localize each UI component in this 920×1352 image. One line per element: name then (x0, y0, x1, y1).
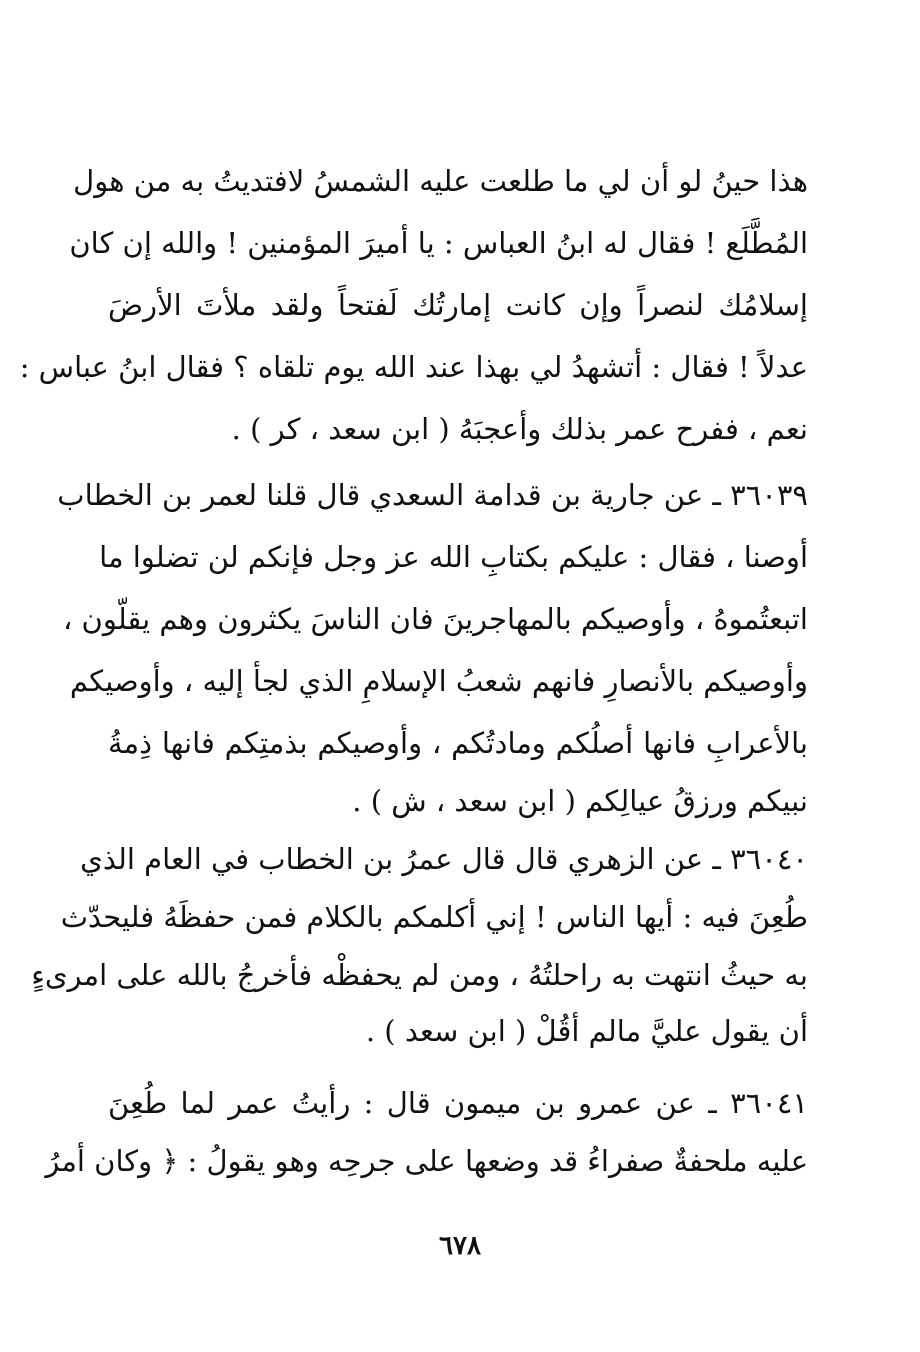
hadith-first-line: ٣٦٠٣٩ ـ عن جارية بن قدامة السعدي قال قلنا لعمر بن الخطاب (57, 478, 808, 512)
text-line: عدلاً ! فقال : أتشهدُ لي بهذا عند الله يوم تلقاه ؟ فقال ابنُ عباس : (19, 350, 808, 384)
text-line: طُعِنَ فيه : أيها الناس ! إني أكلمكم بالكلام فمن حفظَهُ فليحدّث (60, 900, 808, 934)
text-line: نبيكم ورزقُ عيالِكم ( ابن سعد ، ش ) . (352, 784, 808, 818)
text-line: هذا حينُ لو أن لي ما طلعت عليه الشمسُ لافتديتُ به من هول (73, 164, 808, 198)
text-line: أوصنا ، فقال : عليكم بكتابِ الله عز وجل فإنكم لن تضلوا ما (99, 540, 808, 574)
hadith-first-line: ٣٦٠٤١ ـ عن عمرو بن ميمون قال : رأيتُ عمر لما طُعِنَ (108, 1086, 808, 1120)
text-line: المُطَّلَع ! فقال له ابنُ العباس : يا أميرَ المؤمنين ! والله إن كان (69, 226, 808, 260)
text-line: اتبعتُموهُ ، وأوصيكم بالمهاجرينَ فان الناسَ يكثرون وهم يقلّون ، (62, 602, 808, 636)
text-line: وأوصيكم بالأنصارِ فانهم شعبُ الإسلامِ الذي لجأ إليه ، وأوصيكم (69, 664, 808, 698)
text-line: بالأعرابِ فانها أصلُكم ومادتُكم ، وأوصيكم بذمتِكم فانها ذِمةُ (108, 726, 808, 760)
text-line: إسلامُك لنصراً وإن كانت إمارتُك لَفتحاً ولقد ملأتَ الأرضَ (108, 288, 808, 322)
text-line: عليه ملحفةٌ صفراءُ قد وضعها على جرحِه وهو يقولُ : ﴿ وكان أمرُ (45, 1144, 808, 1178)
hadith-first-line: ٣٦٠٤٠ ـ عن الزهري قال قال عمرُ بن الخطاب في العام الذي (80, 842, 808, 876)
text-line: أن يقول عليَّ مالم أقُلْ ( ابن سعد ) . (365, 1014, 808, 1048)
page-number: ٦٧٨ (439, 1231, 481, 1261)
text-line: به حيثُ انتهت به راحلتُهُ ، ومن لم يحفظْه فأخرجُ بالله على امرىءٍ (31, 958, 808, 992)
text-line: نعم ، ففرح عمر بذلك وأعجبَهُ ( ابن سعد ، كر ) . (231, 412, 808, 446)
